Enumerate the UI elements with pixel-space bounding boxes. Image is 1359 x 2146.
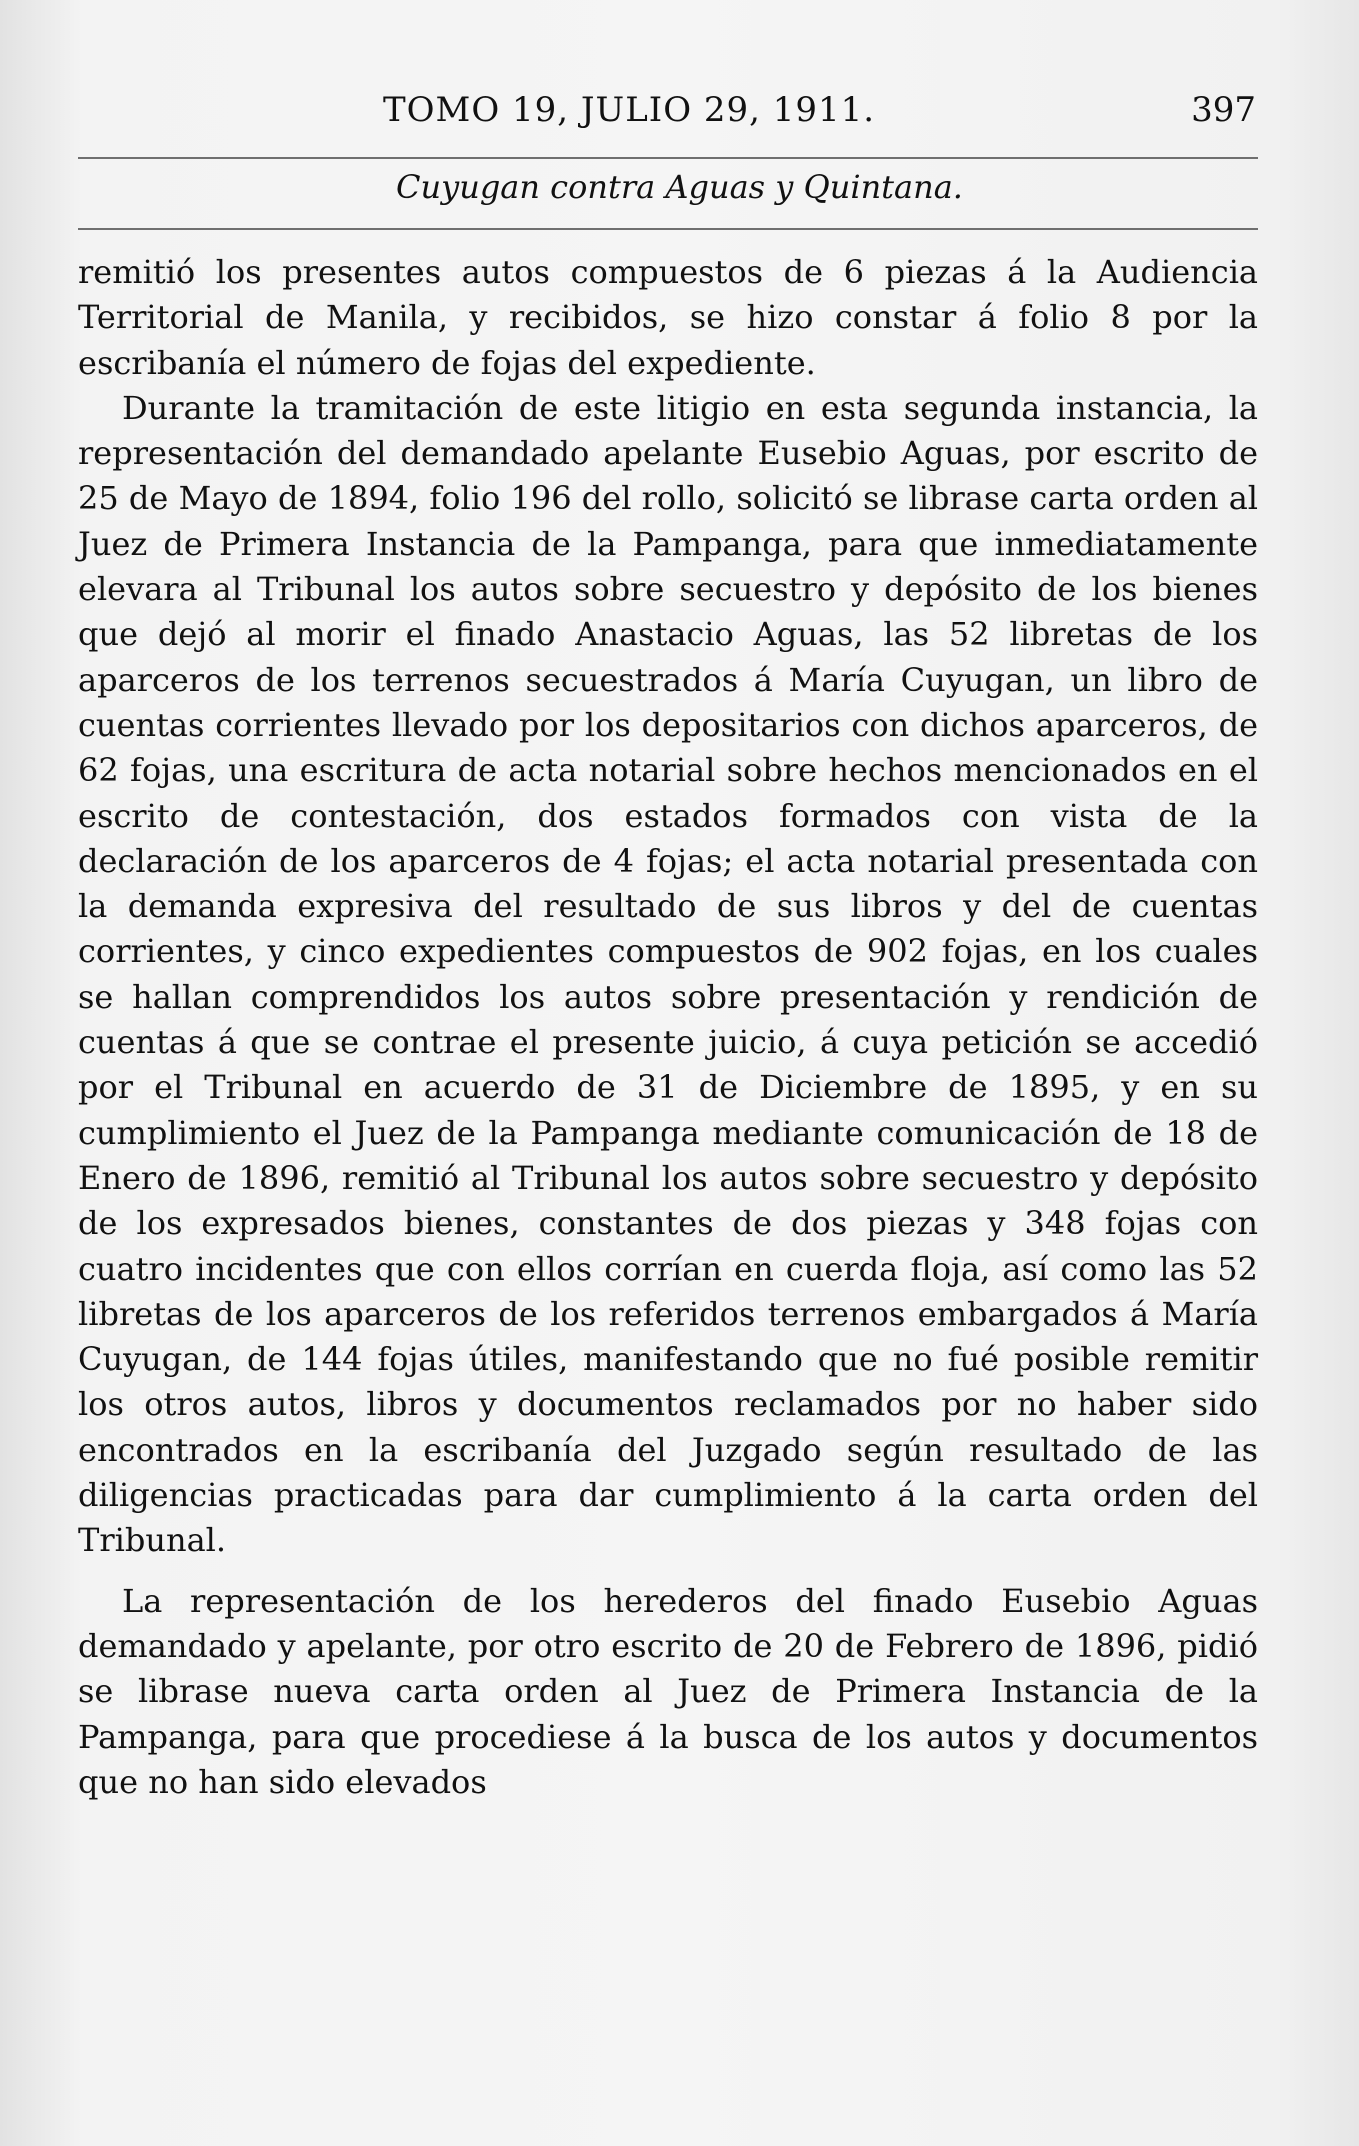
header-rule-top — [78, 157, 1258, 159]
header-rule-bottom — [78, 228, 1258, 230]
paragraph-2: Durante la tramitación de este litigio en esta segunda instancia, la representación del demandado apelante Eusebio Aguas, por escrito de 25 de Mayo de 1894, folio 196 del rollo, solicitó se librase carta orden al Juez de Primera Instancia de la Pampanga, para que inmediatamente elevara al Tribunal los autos sobre secuestro y depósito de los bienes que dejó al morir el finado Anastacio Aguas, las 52 libretas de los aparceros de los terrenos secuestrados á María Cuyugan, un libro de cuentas corrientes llevado por los depositarios con dichos aparceros, de 62 fojas, una escritura de acta notarial sobre hechos mencionados en el escrito de contestación, dos estados formados con vista de la declaración de los aparceros de 4 fojas; el acta notarial presentada con la demanda expresiva del resultado de sus libros y del de cuentas corrientes, y cinco expedientes compuestos de 902 fojas, en los cuales se hallan comprendidos los autos sobre presentación y rendición de cuentas á que se contrae el presente juicio, á cuya petición se accedió por el Tribunal en acuerdo de 31 de Diciembre de 1895, y en su cumplimiento el Juez de la Pampanga mediante comunicación de 18 de Enero de 1896, remitió al Tribunal los autos sobre secuestro y depósito de los expresados bienes, constantes de dos piezas y 348 fojas con cuatro incidentes que con ellos corrían en cuerda floja, así como las 52 libretas de los aparceros de los referidos terrenos embargados á María Cuyugan, de 144 fojas útiles, manifestando que no fué posible remitir los otros autos, libros y documentos reclamados por no haber sido encontrados en la escribanía del Juzgado según resultado de las diligencias practicadas para dar cumplimiento á la carta orden del Tribunal. — [78, 388, 1258, 1560]
paragraph-1: remitió los presentes autos compuestos de 6 piezas á la Audiencia Territorial de Manila, y recibidos, se hizo constar á folio 8 por la escribanía el número de fojas del expediente. — [78, 253, 1258, 382]
running-title: TOMO 19, JULIO 29, 1911. — [383, 90, 876, 130]
paragraph-3: La representación de los herederos del finado Eusebio Aguas demandado y apelante, por otro escrito de 20 de Febrero de 1896, pidió se librase nueva carta orden al Juez de Primera Instancia de la Pampanga, para que procediese á la busca de los autos y documentos que no han sido elevados — [78, 1581, 1258, 1801]
page-number: 397 — [1191, 90, 1256, 130]
case-title: Cuyugan contra Aguas y Quintana. — [396, 168, 963, 206]
page-header — [78, 90, 1258, 142]
body-text — [78, 250, 1258, 1805]
